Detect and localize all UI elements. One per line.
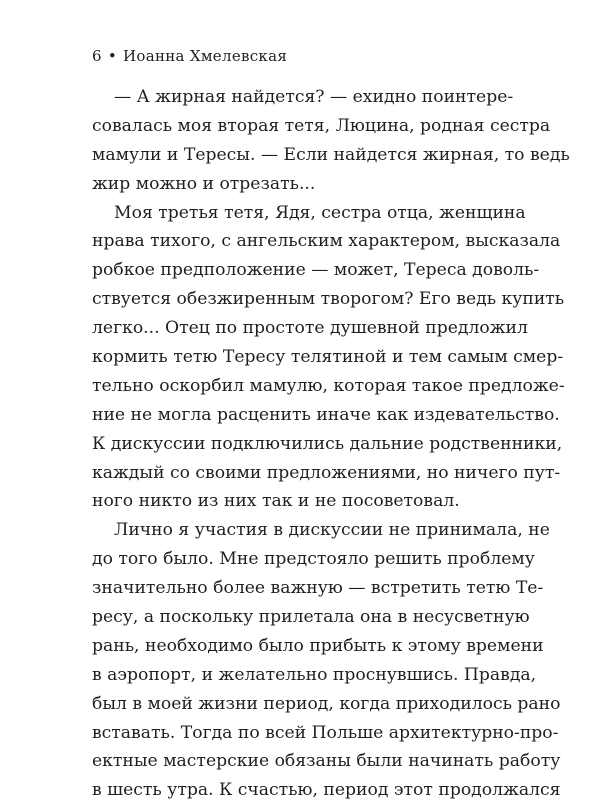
text-line: был в моей жизни период, когда приходилось рано (92, 693, 561, 714)
text-line: ектные мастерские обязаны были начинать работу (92, 751, 561, 772)
text-line: ресу, а поскольку прилетала она в несусветную (92, 607, 530, 628)
text-line: ние не могла расценить иначе как издевательство. (92, 404, 560, 425)
text-line: легко... Отец по простоте душевной предложил (92, 318, 528, 339)
text-line: жир можно и отрезать... (92, 173, 316, 194)
text-line: нрава тихого, с ангельским характером, высказала (92, 231, 561, 252)
text-line: Моя третья тетя, Ядя, сестра отца, женщина (114, 202, 526, 223)
text-line: тельно оскорбил мамулю, которая такое предложе- (92, 375, 565, 396)
text-line: каждый со своими предложениями, но ничего пут- (92, 462, 561, 483)
text-line: К дискуссии подключились дальние родственники, (92, 433, 563, 454)
text-line: ствуется обезжиренным творогом? Его ведь купить (92, 289, 565, 310)
text-line: значительно более важную — встретить тетю Те- (92, 578, 544, 599)
text-line: мамули и Тересы. — Если найдется жирная, то ведь (92, 144, 570, 165)
text-line: ного никто из них так и не посоветовал. (92, 491, 460, 512)
text-line: Лично я участия в дискуссии не принимала, не (114, 520, 550, 541)
page-number: 6 (92, 47, 102, 65)
text-line: в шесть утра. К счастью, период этот продолжался (92, 780, 561, 801)
text-line: в аэропорт, и желательно проснувшись. Правда, (92, 664, 537, 685)
running-head-author: Иоанна Хмелевская (123, 47, 288, 65)
body-text (92, 83, 570, 805)
text-line: совалась моя вторая тетя, Люцина, родная сестра (92, 115, 551, 136)
text-line: робкое предположение — может, Тереса доволь- (92, 260, 540, 281)
text-line: — А жирная найдется? — ехидно поинтере- (114, 87, 514, 107)
text-line: рань, необходимо было прибыть к этому времени (92, 635, 544, 656)
text-line: вставать. Тогда по всей Польше архитектурно-про- (92, 722, 559, 743)
text-line: кормить тетю Тересу телятиной и тем самым смер- (92, 347, 564, 368)
running-head (92, 47, 287, 65)
text-line: до того было. Мне предстояло решить проблему (92, 549, 535, 570)
running-head-separator: • (107, 47, 117, 65)
